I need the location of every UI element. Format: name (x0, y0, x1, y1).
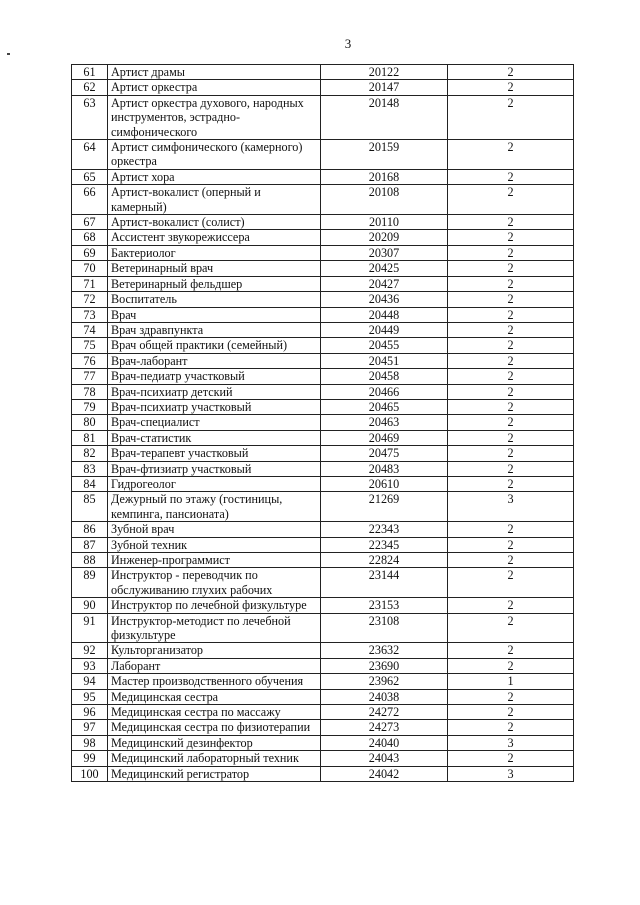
row-number: 78 (72, 384, 108, 399)
row-number: 95 (72, 689, 108, 704)
profession-name: Врач-фтизиатр участковый (108, 461, 321, 476)
table-row (72, 705, 574, 720)
table-row (72, 492, 574, 522)
category-value: 2 (448, 261, 574, 276)
table-body (72, 65, 574, 782)
profession-name: Врач-психиатр участковый (108, 399, 321, 414)
category-value: 2 (448, 461, 574, 476)
row-number: 97 (72, 720, 108, 735)
row-number: 100 (72, 766, 108, 781)
profession-name: Врач-психиатр детский (108, 384, 321, 399)
row-number: 77 (72, 369, 108, 384)
profession-code: 24040 (321, 735, 448, 750)
row-number: 86 (72, 522, 108, 537)
row-number: 80 (72, 415, 108, 430)
category-value: 2 (448, 522, 574, 537)
row-number: 72 (72, 292, 108, 307)
profession-name: Врач-специалист (108, 415, 321, 430)
table-row (72, 338, 574, 353)
category-value: 2 (448, 568, 574, 598)
profession-name: Дежурный по этажу (гостиницы, кемпинга, пансионата) (108, 492, 321, 522)
table-row (72, 598, 574, 613)
profession-code: 22824 (321, 553, 448, 568)
profession-name: Артист-вокалист (оперный и камерный) (108, 185, 321, 215)
table-row (72, 261, 574, 276)
category-value: 2 (448, 384, 574, 399)
table-row (72, 553, 574, 568)
profession-code: 20483 (321, 461, 448, 476)
category-value: 2 (448, 338, 574, 353)
scan-artifact (7, 53, 10, 55)
table-row (72, 384, 574, 399)
profession-code: 23153 (321, 598, 448, 613)
category-value: 2 (448, 553, 574, 568)
row-number: 67 (72, 215, 108, 230)
table-row (72, 537, 574, 552)
profession-name: Ассистент звукорежиссера (108, 230, 321, 245)
category-value: 2 (448, 689, 574, 704)
row-number: 61 (72, 65, 108, 80)
category-value: 2 (448, 476, 574, 491)
table-row (72, 80, 574, 95)
profession-code: 24043 (321, 751, 448, 766)
table-row (72, 307, 574, 322)
category-value: 2 (448, 369, 574, 384)
profession-code: 24038 (321, 689, 448, 704)
profession-name: Врач (108, 307, 321, 322)
profession-code: 20466 (321, 384, 448, 399)
profession-name: Зубной врач (108, 522, 321, 537)
profession-name: Зубной техник (108, 537, 321, 552)
row-number: 94 (72, 674, 108, 689)
profession-code: 20110 (321, 215, 448, 230)
row-number: 74 (72, 322, 108, 337)
table-row (72, 643, 574, 658)
row-number: 88 (72, 553, 108, 568)
category-value: 2 (448, 446, 574, 461)
category-value: 2 (448, 292, 574, 307)
row-number: 99 (72, 751, 108, 766)
profession-code: 20469 (321, 430, 448, 445)
table-row (72, 476, 574, 491)
table-row (72, 415, 574, 430)
row-number: 85 (72, 492, 108, 522)
row-number: 70 (72, 261, 108, 276)
profession-name: Медицинская сестра по физиотерапии (108, 720, 321, 735)
category-value: 2 (448, 613, 574, 643)
page-number: 3 (344, 36, 352, 51)
profession-code: 20451 (321, 353, 448, 368)
row-number: 92 (72, 643, 108, 658)
professions-table (71, 64, 574, 782)
category-value: 2 (448, 353, 574, 368)
profession-name: Лаборант (108, 658, 321, 673)
table-row (72, 353, 574, 368)
table-row (72, 446, 574, 461)
profession-name: Артист хора (108, 169, 321, 184)
profession-name: Врач-статистик (108, 430, 321, 445)
profession-name: Ветеринарный врач (108, 261, 321, 276)
table-row (72, 766, 574, 781)
profession-name: Культорганизатор (108, 643, 321, 658)
profession-code: 20307 (321, 245, 448, 260)
row-number: 91 (72, 613, 108, 643)
profession-code: 23144 (321, 568, 448, 598)
profession-name: Воспитатель (108, 292, 321, 307)
profession-code: 20449 (321, 322, 448, 337)
category-value: 2 (448, 643, 574, 658)
table-row (72, 689, 574, 704)
category-value: 2 (448, 720, 574, 735)
table-row (72, 65, 574, 80)
category-value: 2 (448, 215, 574, 230)
table-row (72, 245, 574, 260)
category-value: 2 (448, 658, 574, 673)
category-value: 2 (448, 430, 574, 445)
row-number: 62 (72, 80, 108, 95)
row-number: 79 (72, 399, 108, 414)
category-value: 2 (448, 185, 574, 215)
profession-code: 20168 (321, 169, 448, 184)
table-row (72, 613, 574, 643)
row-number: 87 (72, 537, 108, 552)
profession-code: 20425 (321, 261, 448, 276)
profession-code: 20448 (321, 307, 448, 322)
category-value: 2 (448, 307, 574, 322)
table-row (72, 735, 574, 750)
profession-name: Медицинская сестра по массажу (108, 705, 321, 720)
row-number: 84 (72, 476, 108, 491)
table-row (72, 292, 574, 307)
profession-code: 20427 (321, 276, 448, 291)
profession-name: Врач общей практики (семейный) (108, 338, 321, 353)
category-value: 2 (448, 598, 574, 613)
profession-name: Врач-лаборант (108, 353, 321, 368)
category-value: 2 (448, 322, 574, 337)
profession-code: 20458 (321, 369, 448, 384)
table-row (72, 522, 574, 537)
row-number: 81 (72, 430, 108, 445)
profession-code: 21269 (321, 492, 448, 522)
profession-name: Инструктор - переводчик по обслуживанию глухих рабочих (108, 568, 321, 598)
profession-name: Врач-терапевт участковый (108, 446, 321, 461)
profession-name: Врач здравпункта (108, 322, 321, 337)
row-number: 89 (72, 568, 108, 598)
table-row (72, 674, 574, 689)
row-number: 71 (72, 276, 108, 291)
table-row (72, 720, 574, 735)
profession-name: Инструктор по лечебной физкультуре (108, 598, 321, 613)
category-value: 3 (448, 492, 574, 522)
profession-name: Инструктор-методист по лечебной физкультуре (108, 613, 321, 643)
profession-code: 20475 (321, 446, 448, 461)
row-number: 73 (72, 307, 108, 322)
profession-code: 23632 (321, 643, 448, 658)
profession-code: 20147 (321, 80, 448, 95)
table-row (72, 461, 574, 476)
category-value: 3 (448, 735, 574, 750)
profession-code: 24042 (321, 766, 448, 781)
profession-code: 20148 (321, 95, 448, 139)
table-row (72, 751, 574, 766)
profession-code: 22343 (321, 522, 448, 537)
category-value: 3 (448, 766, 574, 781)
category-value: 1 (448, 674, 574, 689)
profession-code: 20122 (321, 65, 448, 80)
table-row (72, 430, 574, 445)
row-number: 96 (72, 705, 108, 720)
table-row (72, 215, 574, 230)
row-number: 98 (72, 735, 108, 750)
profession-code: 23690 (321, 658, 448, 673)
profession-code: 23962 (321, 674, 448, 689)
profession-code: 20159 (321, 140, 448, 170)
profession-name: Гидрогеолог (108, 476, 321, 491)
profession-name: Ветеринарный фельдшер (108, 276, 321, 291)
table-row (72, 322, 574, 337)
table-row (72, 658, 574, 673)
row-number: 66 (72, 185, 108, 215)
profession-code: 23108 (321, 613, 448, 643)
row-number: 82 (72, 446, 108, 461)
table-row (72, 140, 574, 170)
profession-name: Медицинский регистратор (108, 766, 321, 781)
category-value: 2 (448, 705, 574, 720)
profession-name: Артист-вокалист (солист) (108, 215, 321, 230)
category-value: 2 (448, 230, 574, 245)
row-number: 64 (72, 140, 108, 170)
category-value: 2 (448, 399, 574, 414)
category-value: 2 (448, 95, 574, 139)
profession-code: 20610 (321, 476, 448, 491)
profession-code: 24272 (321, 705, 448, 720)
table-row (72, 95, 574, 139)
category-value: 2 (448, 65, 574, 80)
profession-code: 20455 (321, 338, 448, 353)
profession-code: 22345 (321, 537, 448, 552)
row-number: 90 (72, 598, 108, 613)
category-value: 2 (448, 169, 574, 184)
profession-name: Артист оркестра духового, народных инструментов, эстрадно-симфонического (108, 95, 321, 139)
profession-code: 24273 (321, 720, 448, 735)
table-row (72, 185, 574, 215)
table-row (72, 169, 574, 184)
profession-name: Инженер-программист (108, 553, 321, 568)
profession-name: Артист драмы (108, 65, 321, 80)
table-row (72, 276, 574, 291)
row-number: 75 (72, 338, 108, 353)
category-value: 2 (448, 80, 574, 95)
profession-name: Мастер производственного обучения (108, 674, 321, 689)
profession-name: Бактериолог (108, 245, 321, 260)
row-number: 83 (72, 461, 108, 476)
category-value: 2 (448, 415, 574, 430)
category-value: 2 (448, 751, 574, 766)
profession-name: Медицинский лабораторный техник (108, 751, 321, 766)
table-row (72, 230, 574, 245)
category-value: 2 (448, 140, 574, 170)
row-number: 63 (72, 95, 108, 139)
profession-code: 20463 (321, 415, 448, 430)
profession-name: Артист симфонического (камерного) оркестра (108, 140, 321, 170)
profession-name: Медицинский дезинфектор (108, 735, 321, 750)
row-number: 65 (72, 169, 108, 184)
profession-name: Медицинская сестра (108, 689, 321, 704)
category-value: 2 (448, 537, 574, 552)
profession-code: 20465 (321, 399, 448, 414)
category-value: 2 (448, 245, 574, 260)
row-number: 69 (72, 245, 108, 260)
profession-name: Артист оркестра (108, 80, 321, 95)
row-number: 93 (72, 658, 108, 673)
profession-code: 20436 (321, 292, 448, 307)
row-number: 76 (72, 353, 108, 368)
table-row (72, 568, 574, 598)
row-number: 68 (72, 230, 108, 245)
profession-code: 20108 (321, 185, 448, 215)
profession-name: Врач-педиатр участковый (108, 369, 321, 384)
category-value: 2 (448, 276, 574, 291)
table-row (72, 399, 574, 414)
profession-code: 20209 (321, 230, 448, 245)
table-row (72, 369, 574, 384)
